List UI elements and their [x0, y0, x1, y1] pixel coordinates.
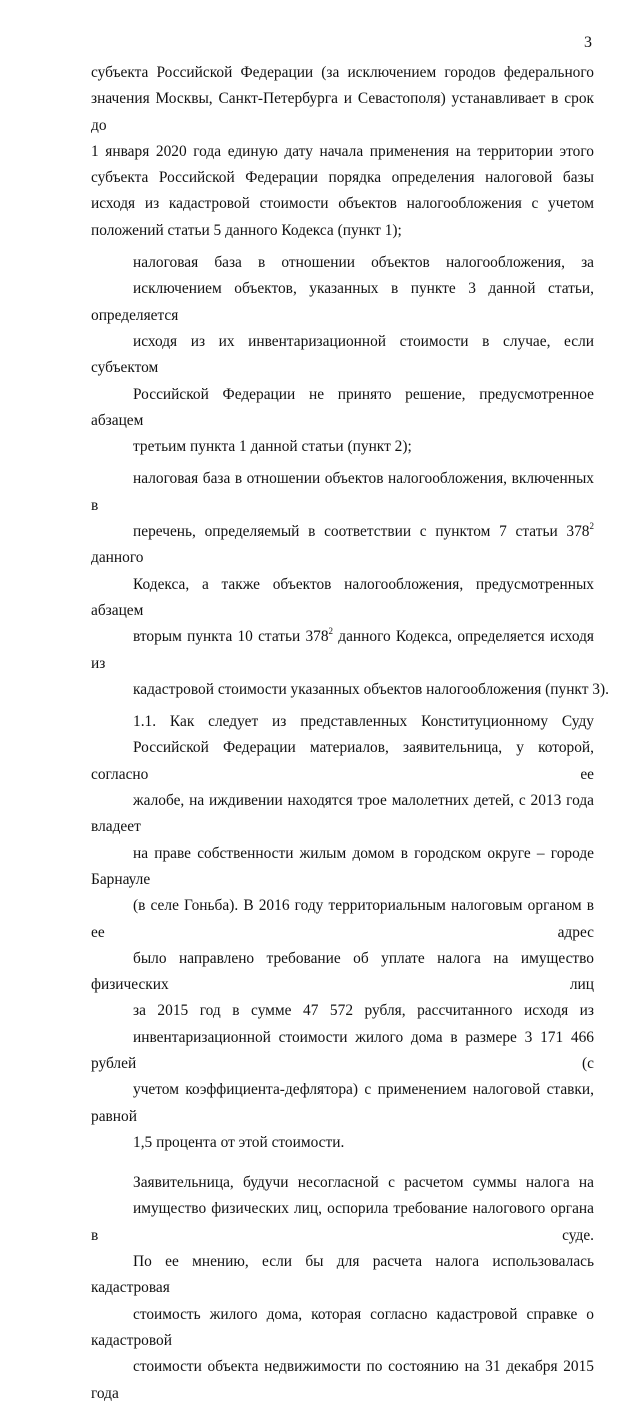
text-line: имущество физических лиц, оспорила требование налогового органа в суде.	[91, 1200, 594, 1244]
text-line: Заявительница, будучи несогласной с расчетом суммы налога на	[133, 1174, 594, 1192]
text-line: исходя из кадастровой стоимости объектов налогообложения с учетом	[91, 195, 594, 213]
paragraph-applicant-dispute	[91, 1170, 594, 1407]
text-line: инвентаризационной стоимости жилого дома в размере 3 171 466 рублей (с	[91, 1028, 594, 1072]
line-part: данного Кодекса, определяется исходя из	[91, 628, 595, 672]
text-line: третьим пункта 1 данной статьи (пункт 2);	[133, 438, 412, 456]
text-line: 1,5 процента от этой стоимости.	[133, 1133, 345, 1151]
text-line: (в селе Гоньба). В 2016 году территориальным налоговым органом в ее адрес	[91, 897, 594, 941]
text-line: за 2015 год в сумме 47 572 рубля, рассчитанного исходя из	[133, 1002, 594, 1020]
text-line: налоговая база в отношении объектов налогообложения, включенных в	[91, 470, 594, 514]
text-line: Российской Федерации материалов, заявительница, у которой, согласно ее	[91, 739, 594, 783]
text-line: налоговая база в отношении объектов налогообложения, за	[133, 254, 594, 272]
text-line: учетом коэффициента-дефлятора) с применением налоговой ставки, равной	[91, 1081, 594, 1125]
page-number: 3	[584, 34, 592, 51]
text-line: стоимости объекта недвижимости по состоянию на 31 декабря 2015 года	[91, 1358, 594, 1402]
paragraph-case-facts	[91, 709, 594, 1156]
text-line: было направлено требование об уплате налога на имущество физических лиц	[91, 949, 594, 994]
line-part: вторым пункта 10 статьи 378	[133, 628, 329, 646]
text-line: значения Москвы, Санкт-Петербурга и Севастополя) устанавливает в срок до	[91, 90, 594, 134]
text-line: исключением объектов, указанных в пункте 3 данной статьи, определяется	[91, 280, 594, 324]
text-line: 1.1. Как следует из представленных Конституционному Суду	[133, 713, 594, 731]
text-line: По ее мнению, если бы для расчета налога использовалась кадастровая	[91, 1253, 594, 1297]
paragraph-cadastral-list	[91, 466, 609, 703]
line-part: перечень, определяемый в соответствии с пунктом 7 статьи 378	[133, 523, 590, 541]
body-text	[91, 60, 609, 1407]
text-line: жалобе, на иждивении находятся трое малолетних детей, с 2013 года владеет	[91, 792, 594, 836]
line-part: данного	[91, 549, 144, 567]
text-line: Кодекса, а также объектов налогообложения, предусмотренных абзацем	[91, 575, 594, 619]
text-line: стоимость жилого дома, которая согласно кадастровой справке о кадастровой	[91, 1305, 594, 1349]
text-line: на праве собственности жилым домом в городском округе – городе Барнауле	[91, 844, 594, 888]
paragraph-cadastral-date	[91, 60, 594, 244]
text-line: положений статьи 5 данного Кодекса (пункт 1);	[91, 221, 402, 239]
text-line: субъекта Российской Федерации порядка определения налоговой базы	[91, 169, 594, 187]
text-line-with-superscript	[91, 624, 594, 677]
text-line: 1 января 2020 года единую дату начала применения на территории этого	[91, 142, 594, 160]
text-line-with-superscript	[91, 519, 594, 572]
superscript: 2	[589, 521, 594, 532]
paragraph-inventory-base	[91, 250, 594, 460]
superscript: 2	[328, 626, 334, 637]
text-line: субъекта Российской Федерации (за исключением городов федерального	[91, 64, 594, 81]
text-line: кадастровой стоимости указанных объектов налогообложения (пункт 3).	[133, 680, 609, 698]
text-line: исходя из их инвентаризационной стоимости в случае, если субъектом	[91, 332, 594, 377]
text-line: Российской Федерации не принято решение, предусмотренное абзацем	[91, 385, 594, 429]
